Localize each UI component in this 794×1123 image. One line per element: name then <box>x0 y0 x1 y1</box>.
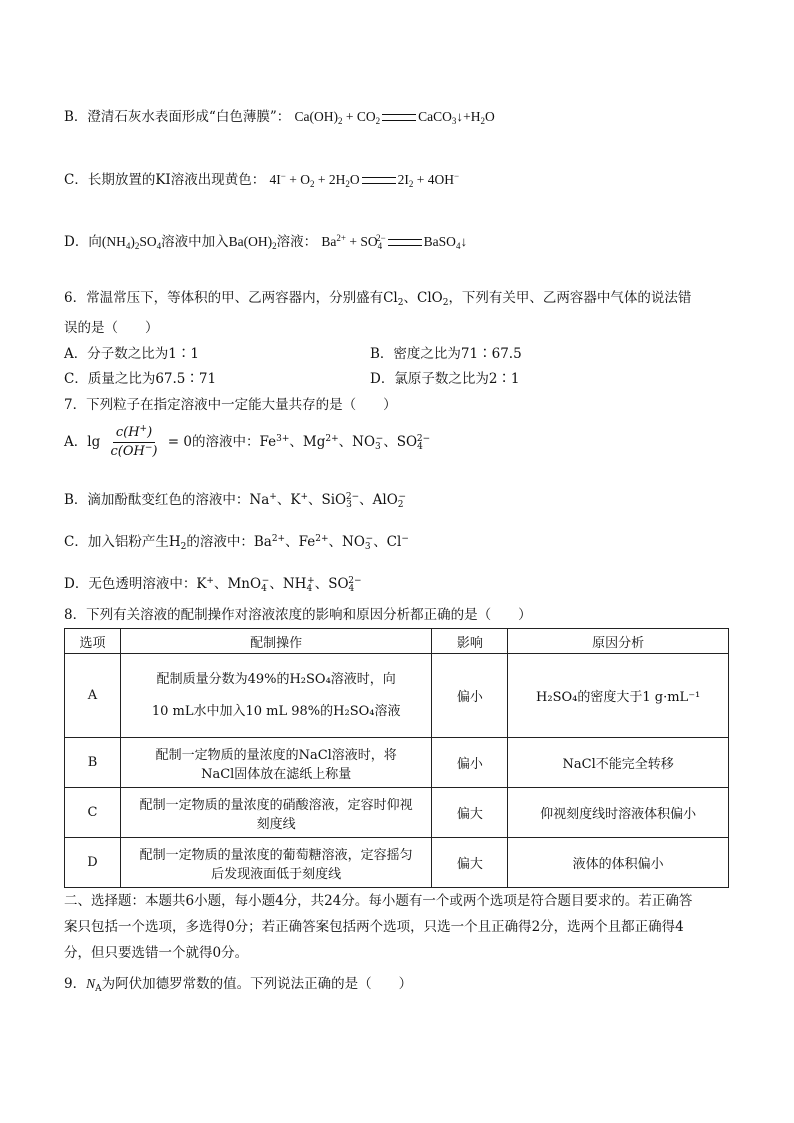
q6-option-a: A．分子数之比为1∶1 <box>64 346 199 362</box>
q5-option-d: D．向$(NH_4)_2SO_4$溶液中加入$Ba(OH)_2$溶液： $Ba^{2+} + SO_4^{2-}$ BaSO$_4$↓ <box>64 233 468 251</box>
q9-stem: 9．$N_A$为阿伏加德罗常数的值。下列说法正确的是（ ） <box>64 976 413 994</box>
equation: $Ca(OH)_2 + CO_2$ $CaCO_3↓+H_2O$ <box>294 109 495 126</box>
header-option: 选项 <box>65 629 121 654</box>
header-reason: 原因分析 <box>508 629 729 654</box>
section2-line3: 分，但只要选错一个就得0分。 <box>64 945 249 961</box>
q7-option-b: B．滴加酚酞变红色的溶液中：Na+、K+、SiO$_3^{2-}$、AlO$_2$− <box>64 492 407 510</box>
option-text: C．长期放置的KI溶液出现黄色： <box>64 172 266 188</box>
fraction: $\frac{c(H^+)}{c(OH^-)}$ <box>110 424 158 459</box>
header-operation: 配制操作 <box>120 629 431 654</box>
equation: $Ba^{2+} + SO_4^{2-}$ BaSO$_4$↓ <box>321 233 468 251</box>
table-row: B 配制一定物质的量浓度的NaCl溶液时，将 NaCl固体放在滤纸上称量 偏小 NaCl不能完全转移 <box>65 738 729 788</box>
q8-table <box>64 628 729 888</box>
q5-option-c <box>64 171 459 189</box>
table-header-row <box>65 629 729 654</box>
equation: $4I^- + O_2 + 2H_2O$ $2I_2 + 4OH^-$ <box>269 171 460 189</box>
header-effect: 影响 <box>432 629 508 654</box>
section2-line2: 案只包括一个选项，多选得0分；若正确答案包括两个选项，只选一个且正确得2分，选两个且都正确得4 <box>64 919 684 935</box>
section2-line1: 二、选择题：本题共6小题，每小题4分，共24分。每小题有一个或两个选项是符合题目要求的。若正确答 <box>64 893 693 909</box>
q6-option-d: D．氯原子数之比为2∶1 <box>370 371 520 387</box>
q7-option-c: C．加入铝粉产生$H_2$的溶液中：$Ba^{2+}$、$Fe^{2+}$、$NO_3^-$、Cl− <box>64 534 409 552</box>
option-text: B．澄清石灰水表面形成“白色薄膜”： <box>64 109 291 125</box>
q6-option-c: C．质量之比为67.5∶71 <box>64 371 217 387</box>
q6-stem-cont: 误的是（ ） <box>64 320 159 336</box>
q6-stem: 6．常温常压下，等体积的甲、乙两容器内，分别盛有$Cl_2$、ClO$_2$，下列有关甲、乙两容器中气体的说法错 <box>64 290 692 308</box>
q6-option-b: B．密度之比为71∶67.5 <box>370 346 522 362</box>
q5-option-b <box>64 108 495 126</box>
q7-stem: 7．下列粒子在指定溶液中一定能大量共存的是（ ） <box>64 397 397 413</box>
q8-stem: 8．下列有关溶液的配制操作对溶液浓度的影响和原因分析都正确的是（ ） <box>64 607 532 623</box>
table-row: C 配制一定物质的量浓度的硝酸溶液，定容时仰视 刻度线 偏大 仰视刻度线时溶液体积偏小 <box>65 788 729 838</box>
q7-option-a: A．lg $\frac{c(H^+)}{c(OH^-)}$ = 0的溶液中：$Fe^{3+}$、$Mg^{2+}$、$NO_3^-$、$SO_4^{2-}$ <box>64 424 431 459</box>
table-row: D 配制一定物质的量浓度的葡萄糖溶液，定容摇匀 后发现液面低于刻度线 偏大 液体的体积偏小 <box>65 838 729 888</box>
table-row: A 配制质量分数为49%的H₂SO₄溶液时，向 10 mL水中加入10 mL 98%的H₂SO₄溶液 偏小 H₂SO₄的密度大于1 g·mL⁻¹ <box>65 654 729 738</box>
q7-option-d: D．无色透明溶液中：K+、MnO$_4$−、$NH_4^+$、$SO_4^{2-}$ <box>64 576 362 594</box>
